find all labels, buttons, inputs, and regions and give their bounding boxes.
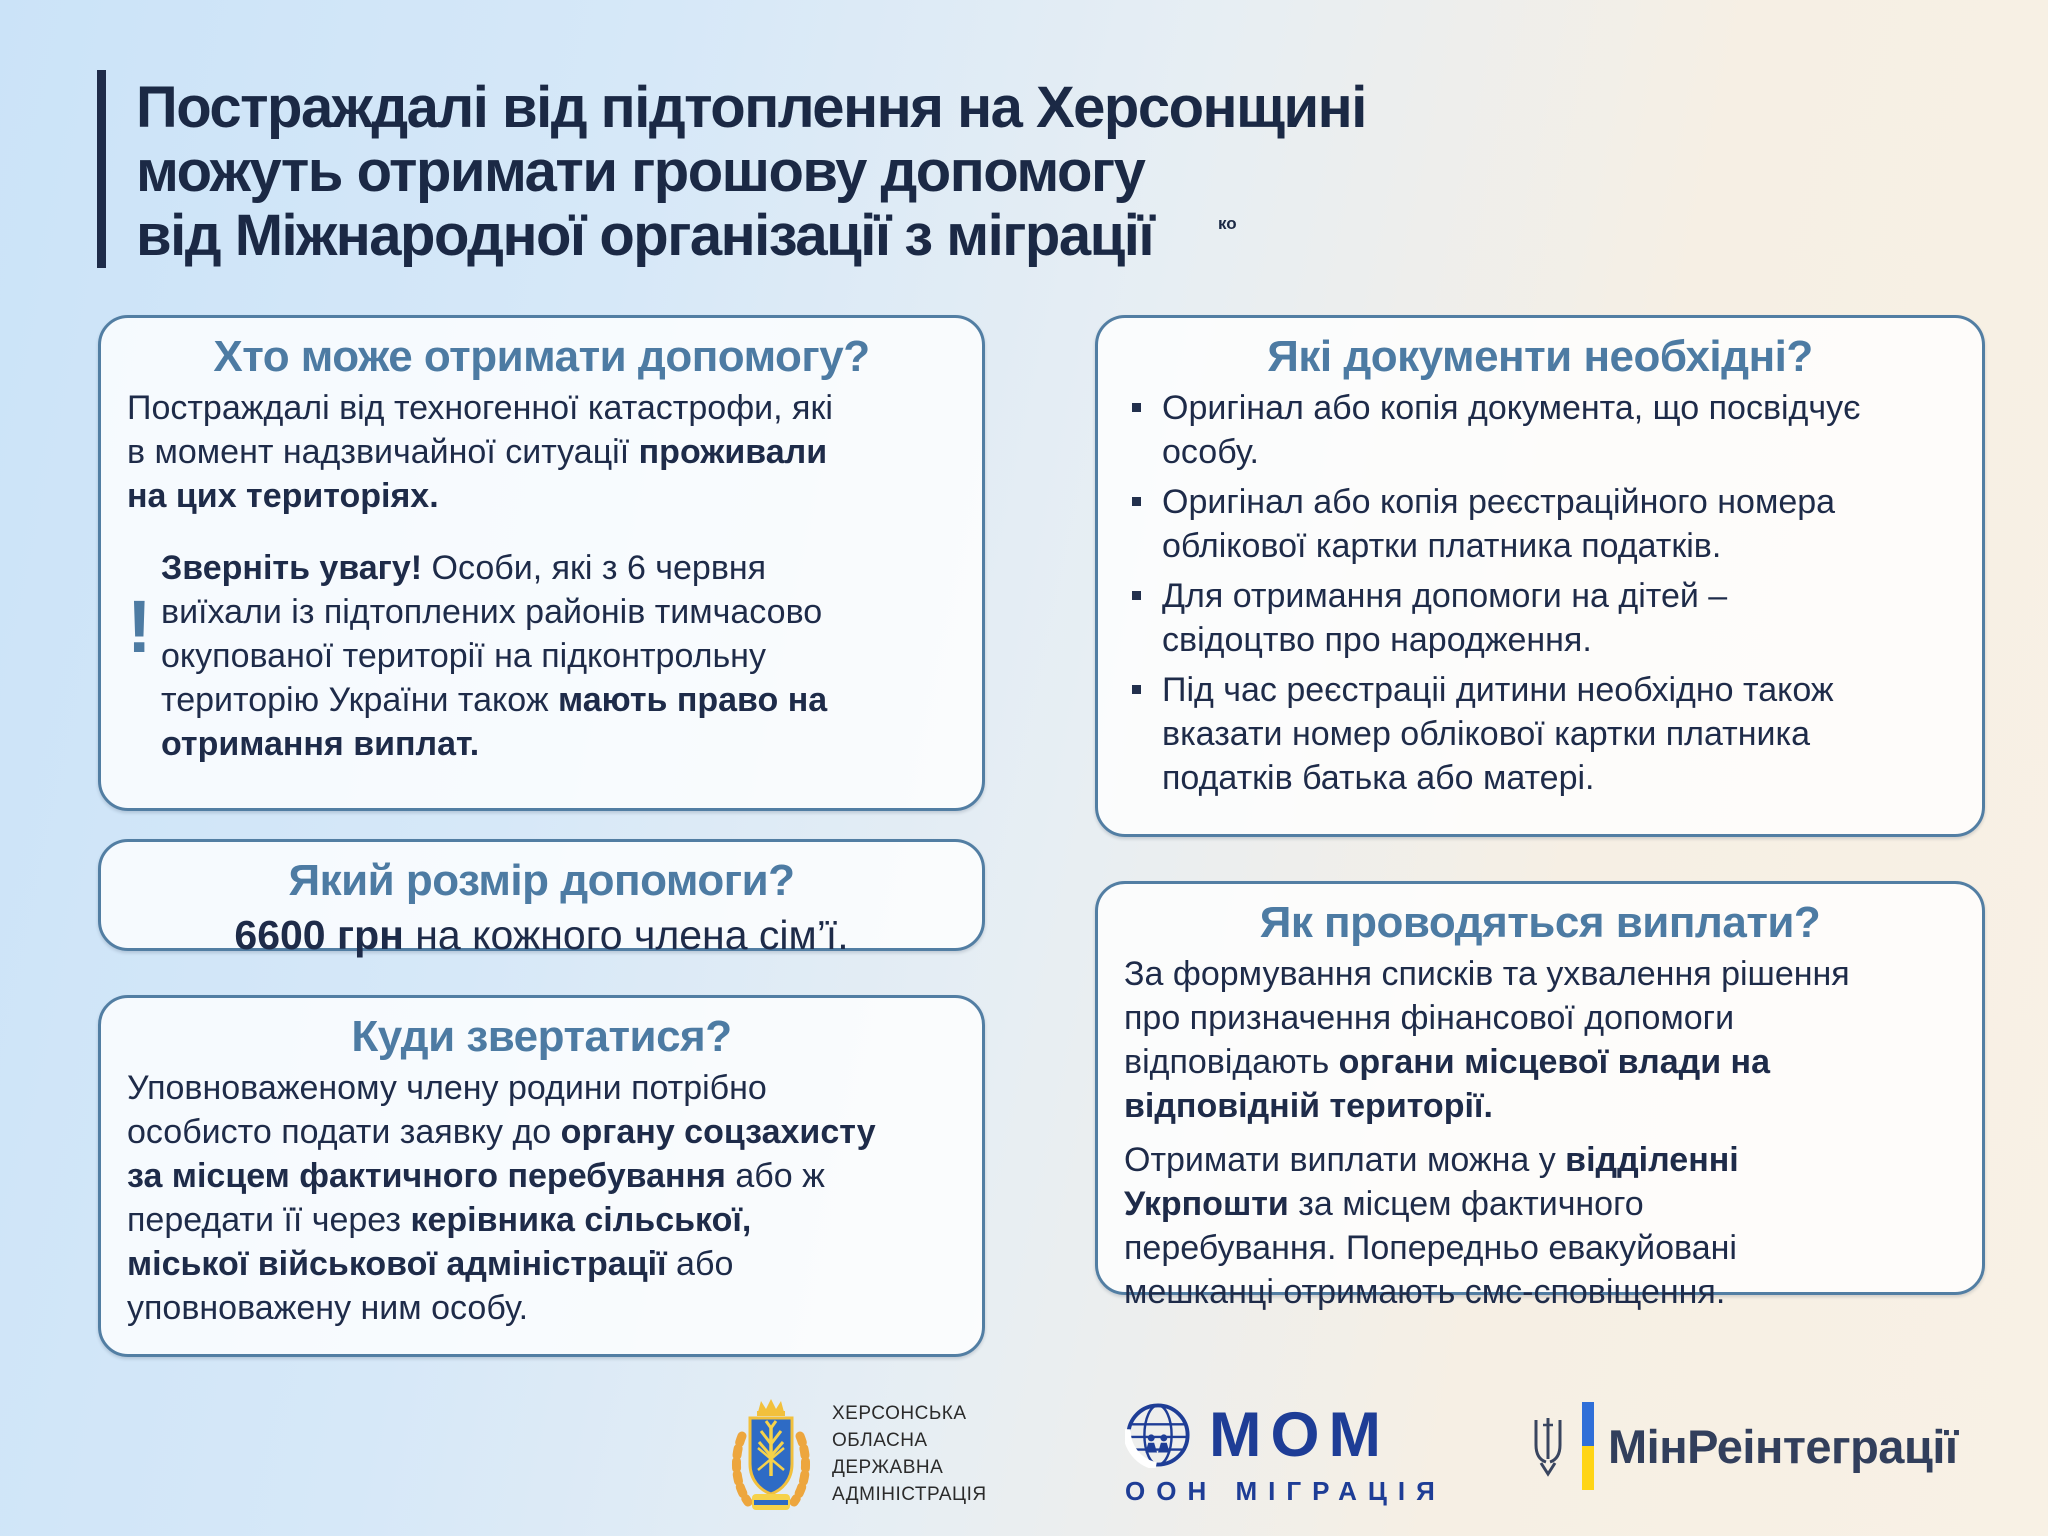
doc-item-0: Оригінал або копія документа, що посвідчує особу. (1162, 389, 1861, 471)
flag-bar-yellow (1582, 1446, 1594, 1490)
exclamation-icon: ! (127, 585, 152, 668)
list-item (1124, 386, 1872, 474)
who-p1-seg-1: проживали на цих територіях. (127, 433, 828, 515)
card-docs-header: Які документи необхідні? (1267, 332, 1813, 381)
card-amount-header: Який розмір допомоги? (288, 856, 795, 905)
card-aid-amount (98, 839, 985, 958)
list-item (1124, 574, 1872, 662)
card-where-paragraph (127, 1066, 882, 1330)
admin-line-0: ХЕРСОНСЬКА (832, 1403, 967, 1424)
pay-p2-seg-0: Отримати виплати можна у (1124, 1141, 1566, 1179)
title-line-1: Постраждалі від підтоплення на Херсонщині (136, 75, 1366, 140)
who-p2-seg-0: Зверніть увагу! (161, 549, 423, 587)
where-seg-3: керівника сільської, міської військової адміністрації (127, 1201, 752, 1283)
flag-bar-blue (1582, 1402, 1594, 1446)
card-who-can-receive (98, 315, 985, 811)
title-line-2: можуть отримати грошову допомогу (136, 139, 1145, 204)
admin-line-1: ОБЛАСНА (832, 1430, 928, 1451)
where-seg-4: або уповноважену ним особу. (127, 1245, 734, 1327)
card-amount-value (127, 910, 956, 960)
who-p2-seg-2: мають право на отримання виплат. (161, 681, 828, 763)
title-accent-bar (97, 70, 106, 268)
doc-item-2: Для отримання допомоги на дітей – свідоцтво про народження. (1162, 577, 1728, 659)
pay-p2-seg-2: за місцем фактичного перебування. Попередньо евакуйовані мешканці отримають смс-сповіщення. (1124, 1185, 1737, 1311)
title-line-3-text: від Міжнародної організації з міграції (136, 203, 1154, 268)
card-pay-paragraph-1 (1124, 952, 1861, 1128)
iom-acronym: МОМ (1209, 1400, 1390, 1470)
card-who-header: Хто може отримати допомогу? (213, 332, 870, 381)
who-p2-seg-1: Особи, які з 6 червня виїхали із підтоплених районів тимчасово окупованої території на підконтрольну територію України також (161, 549, 823, 719)
where-seg-2: або ж передати її через (127, 1157, 825, 1239)
card-who-paragraph-1 (127, 386, 857, 518)
kherson-admin-logo (728, 1396, 987, 1518)
who-p1-seg-0: Постраждалі від техногенної катастрофи, які в момент надзвичайної ситуації (127, 389, 833, 471)
content-columns (98, 315, 1985, 1357)
where-seg-1: органу соцзахисту за місцем фактичного перебування (127, 1113, 876, 1195)
bullet-square-icon (1132, 685, 1141, 694)
flag-bar-icon (1582, 1402, 1594, 1490)
left-column (98, 315, 985, 1357)
admin-line-2: ДЕРЖАВНА (832, 1457, 944, 1478)
title-line-3 (136, 204, 1366, 268)
bullet-square-icon (1132, 591, 1141, 600)
doc-item-3: Під час реєстраціі дитини необхідно також вказати номер облікової картки платника податків батька або матері. (1162, 671, 1834, 797)
documents-list (1124, 386, 1956, 800)
pay-p2-seg-1: відділенні Укрпошти (1124, 1141, 1739, 1223)
right-column (1095, 315, 1985, 1357)
kherson-coat-of-arms-icon (728, 1396, 814, 1518)
list-item (1124, 480, 1872, 568)
amount-seg-1: на кожного члена сім’ї. (403, 912, 849, 958)
admin-line-3: АДМІНІСТРАЦІЯ (832, 1484, 987, 1505)
title-block (97, 70, 1366, 268)
minre-logo (1528, 1402, 1958, 1490)
card-where-header: Куди звертатися? (351, 1012, 732, 1061)
card-who-paragraph-2 (127, 546, 875, 766)
card-pay-paragraph-2 (1124, 1138, 1861, 1314)
bullet-square-icon (1132, 403, 1141, 412)
iom-logo (1125, 1402, 1446, 1507)
bullet-square-icon (1132, 497, 1141, 506)
card-required-documents (1095, 315, 1985, 837)
kherson-admin-label (832, 1396, 987, 1508)
pay-p1-seg-0: За формування списків та ухвалення рішення про призначення фінансової допомоги відповідають (1124, 955, 1850, 1081)
doc-item-1: Оригінал або копія реєстраційного номера облікової картки платника податків. (1162, 483, 1836, 565)
tryzub-icon (1528, 1415, 1568, 1477)
page-title (136, 70, 1366, 268)
pay-p1-seg-1: органи місцевої влади на відповідній території. (1124, 1043, 1770, 1125)
card-pay-header: Як проводяться виплати? (1259, 898, 1821, 947)
title-superscript: ко (1218, 214, 1237, 233)
iom-globe-icon (1125, 1402, 1191, 1468)
card-how-payments-made (1095, 881, 1985, 1311)
list-item (1124, 668, 1872, 800)
amount-seg-0: 6600 грн (234, 912, 404, 958)
iom-subtitle: ООН МІГРАЦІЯ (1125, 1476, 1446, 1506)
iom-logo-row (1125, 1402, 1446, 1468)
card-where-to-apply (98, 995, 985, 1357)
where-seg-0: Уповноваженому члену родини потрібно особисто подати заявку до (127, 1069, 767, 1151)
minre-label: МінРеінтеграції (1608, 1419, 1958, 1473)
